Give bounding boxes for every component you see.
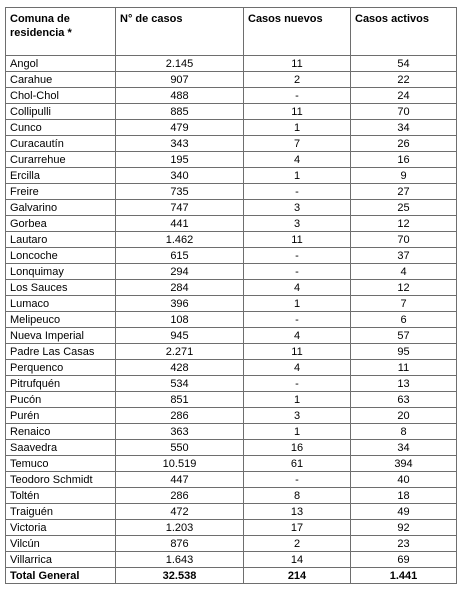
cell-casos-activos: 7 (351, 296, 457, 312)
cell-casos: 363 (116, 424, 244, 440)
cell-comuna: Pitrufquén (6, 376, 116, 392)
table-row (6, 472, 457, 488)
cell-casos: 2.271 (116, 344, 244, 360)
total-label: Total General (6, 568, 116, 584)
cell-casos: 2.145 (116, 56, 244, 72)
cell-casos: 396 (116, 296, 244, 312)
cell-casos-nuevos: 1 (244, 424, 351, 440)
table-row (6, 456, 457, 472)
cell-casos-nuevos: 1 (244, 120, 351, 136)
table-row (6, 504, 457, 520)
cell-casos: 479 (116, 120, 244, 136)
cell-comuna: Freire (6, 184, 116, 200)
table-row (6, 440, 457, 456)
cell-casos-activos: 70 (351, 232, 457, 248)
cell-casos-nuevos: 4 (244, 328, 351, 344)
cases-by-comuna-table (5, 7, 457, 584)
cell-casos-nuevos: - (244, 472, 351, 488)
cell-casos-nuevos: 3 (244, 200, 351, 216)
cell-casos: 343 (116, 136, 244, 152)
cell-casos-activos: 8 (351, 424, 457, 440)
cell-casos: 488 (116, 88, 244, 104)
cell-comuna: Nueva Imperial (6, 328, 116, 344)
cell-comuna: Temuco (6, 456, 116, 472)
cell-casos-nuevos: 11 (244, 104, 351, 120)
cell-casos: 10.519 (116, 456, 244, 472)
cell-casos-nuevos: 11 (244, 232, 351, 248)
cell-casos: 747 (116, 200, 244, 216)
cell-casos-activos: 18 (351, 488, 457, 504)
total-casos: 32.538 (116, 568, 244, 584)
cell-casos: 907 (116, 72, 244, 88)
cell-casos-nuevos: 17 (244, 520, 351, 536)
cell-casos-activos: 16 (351, 152, 457, 168)
cell-comuna: Purén (6, 408, 116, 424)
cell-comuna: Renaico (6, 424, 116, 440)
cell-casos-nuevos: 4 (244, 280, 351, 296)
cell-casos-nuevos: 3 (244, 408, 351, 424)
cell-casos-nuevos: - (244, 264, 351, 280)
cell-comuna: Loncoche (6, 248, 116, 264)
cell-casos-activos: 37 (351, 248, 457, 264)
cell-comuna: Cunco (6, 120, 116, 136)
cell-comuna: Vilcún (6, 536, 116, 552)
table-row (6, 344, 457, 360)
cell-casos: 195 (116, 152, 244, 168)
cell-casos: 286 (116, 488, 244, 504)
cell-casos-activos: 22 (351, 72, 457, 88)
cell-casos-activos: 34 (351, 120, 457, 136)
table-row (6, 120, 457, 136)
table-row (6, 360, 457, 376)
cell-casos: 1.462 (116, 232, 244, 248)
table-row (6, 248, 457, 264)
table-header (6, 8, 457, 56)
table-row (6, 328, 457, 344)
cell-comuna: Curarrehue (6, 152, 116, 168)
cell-casos-activos: 63 (351, 392, 457, 408)
cell-casos: 441 (116, 216, 244, 232)
cell-comuna: Galvarino (6, 200, 116, 216)
cases-table-container (5, 7, 456, 584)
cell-casos: 472 (116, 504, 244, 520)
cell-comuna: Traiguén (6, 504, 116, 520)
table-row (6, 104, 457, 120)
cell-comuna: Curacautín (6, 136, 116, 152)
header-row (6, 8, 457, 56)
cell-casos-nuevos: 14 (244, 552, 351, 568)
cell-casos-nuevos: 16 (244, 440, 351, 456)
table-row (6, 184, 457, 200)
cell-casos-nuevos: - (244, 184, 351, 200)
table-row (6, 168, 457, 184)
cell-comuna: Lumaco (6, 296, 116, 312)
cell-casos-activos: 20 (351, 408, 457, 424)
header-comuna: Comuna de residencia * (6, 8, 116, 56)
cell-casos: 851 (116, 392, 244, 408)
cell-comuna: Padre Las Casas (6, 344, 116, 360)
table-row (6, 136, 457, 152)
cell-casos-nuevos: 1 (244, 168, 351, 184)
cell-casos: 876 (116, 536, 244, 552)
cell-casos-activos: 57 (351, 328, 457, 344)
cell-casos-activos: 24 (351, 88, 457, 104)
table-row (6, 536, 457, 552)
cell-casos: 1.203 (116, 520, 244, 536)
table-body (6, 56, 457, 568)
cell-casos-activos: 12 (351, 216, 457, 232)
cell-comuna: Gorbea (6, 216, 116, 232)
cell-comuna: Lonquimay (6, 264, 116, 280)
cell-comuna: Collipulli (6, 104, 116, 120)
cell-comuna: Victoria (6, 520, 116, 536)
table-row (6, 216, 457, 232)
cell-casos-activos: 40 (351, 472, 457, 488)
table-row (6, 72, 457, 88)
cell-casos: 615 (116, 248, 244, 264)
cell-casos: 1.643 (116, 552, 244, 568)
cell-casos-activos: 92 (351, 520, 457, 536)
cell-casos-nuevos: 11 (244, 56, 351, 72)
table-row (6, 488, 457, 504)
cell-casos-activos: 26 (351, 136, 457, 152)
table-row (6, 520, 457, 536)
cell-comuna: Carahue (6, 72, 116, 88)
table-row (6, 392, 457, 408)
cell-casos: 340 (116, 168, 244, 184)
cell-casos-nuevos: 1 (244, 296, 351, 312)
cell-casos-nuevos: - (244, 376, 351, 392)
cell-casos: 108 (116, 312, 244, 328)
cell-casos-activos: 27 (351, 184, 457, 200)
cell-comuna: Los Sauces (6, 280, 116, 296)
cell-casos-activos: 12 (351, 280, 457, 296)
cell-casos-activos: 95 (351, 344, 457, 360)
cell-casos-activos: 394 (351, 456, 457, 472)
cell-casos-nuevos: 2 (244, 536, 351, 552)
cell-casos-activos: 9 (351, 168, 457, 184)
cell-casos: 550 (116, 440, 244, 456)
table-row (6, 264, 457, 280)
cell-casos-nuevos: 3 (244, 216, 351, 232)
cell-comuna: Angol (6, 56, 116, 72)
table-row (6, 280, 457, 296)
table-row (6, 376, 457, 392)
total-casos-nuevos: 214 (244, 568, 351, 584)
cell-casos: 284 (116, 280, 244, 296)
total-casos-activos: 1.441 (351, 568, 457, 584)
cell-comuna: Melipeuco (6, 312, 116, 328)
cell-casos-activos: 34 (351, 440, 457, 456)
table-row (6, 152, 457, 168)
cell-casos-nuevos: 2 (244, 72, 351, 88)
cell-casos: 885 (116, 104, 244, 120)
cell-casos-activos: 6 (351, 312, 457, 328)
cell-casos: 534 (116, 376, 244, 392)
header-casos-nuevos: Casos nuevos (244, 8, 351, 56)
cell-casos-activos: 69 (351, 552, 457, 568)
header-casos-activos: Casos activos (351, 8, 457, 56)
cell-casos: 428 (116, 360, 244, 376)
table-row (6, 312, 457, 328)
cell-casos-nuevos: 61 (244, 456, 351, 472)
cell-comuna: Villarrica (6, 552, 116, 568)
cell-casos-activos: 13 (351, 376, 457, 392)
total-row (6, 568, 457, 584)
cell-casos-activos: 4 (351, 264, 457, 280)
cell-casos-nuevos: 8 (244, 488, 351, 504)
table-row (6, 88, 457, 104)
cell-comuna: Toltén (6, 488, 116, 504)
cell-casos-nuevos: 4 (244, 360, 351, 376)
cell-casos: 447 (116, 472, 244, 488)
cell-casos-activos: 23 (351, 536, 457, 552)
cell-casos-activos: 54 (351, 56, 457, 72)
table-row (6, 424, 457, 440)
table-row (6, 232, 457, 248)
cell-comuna: Pucón (6, 392, 116, 408)
cell-casos-nuevos: 11 (244, 344, 351, 360)
cell-casos-activos: 70 (351, 104, 457, 120)
cell-casos-activos: 11 (351, 360, 457, 376)
table-row (6, 408, 457, 424)
cell-casos-activos: 25 (351, 200, 457, 216)
cell-casos: 286 (116, 408, 244, 424)
table-footer (6, 568, 457, 584)
table-row (6, 200, 457, 216)
cell-casos-activos: 49 (351, 504, 457, 520)
cell-casos-nuevos: 1 (244, 392, 351, 408)
cell-casos-nuevos: - (244, 312, 351, 328)
cell-comuna: Teodoro Schmidt (6, 472, 116, 488)
table-row (6, 56, 457, 72)
cell-comuna: Ercilla (6, 168, 116, 184)
table-row (6, 552, 457, 568)
cell-casos-nuevos: 7 (244, 136, 351, 152)
cell-casos: 294 (116, 264, 244, 280)
cell-comuna: Saavedra (6, 440, 116, 456)
cell-casos: 735 (116, 184, 244, 200)
cell-comuna: Chol-Chol (6, 88, 116, 104)
cell-casos-nuevos: 4 (244, 152, 351, 168)
cell-casos-nuevos: - (244, 248, 351, 264)
cell-casos: 945 (116, 328, 244, 344)
header-casos: N° de casos (116, 8, 244, 56)
cell-casos-nuevos: 13 (244, 504, 351, 520)
table-row (6, 296, 457, 312)
cell-casos-nuevos: - (244, 88, 351, 104)
cell-comuna: Perquenco (6, 360, 116, 376)
cell-comuna: Lautaro (6, 232, 116, 248)
